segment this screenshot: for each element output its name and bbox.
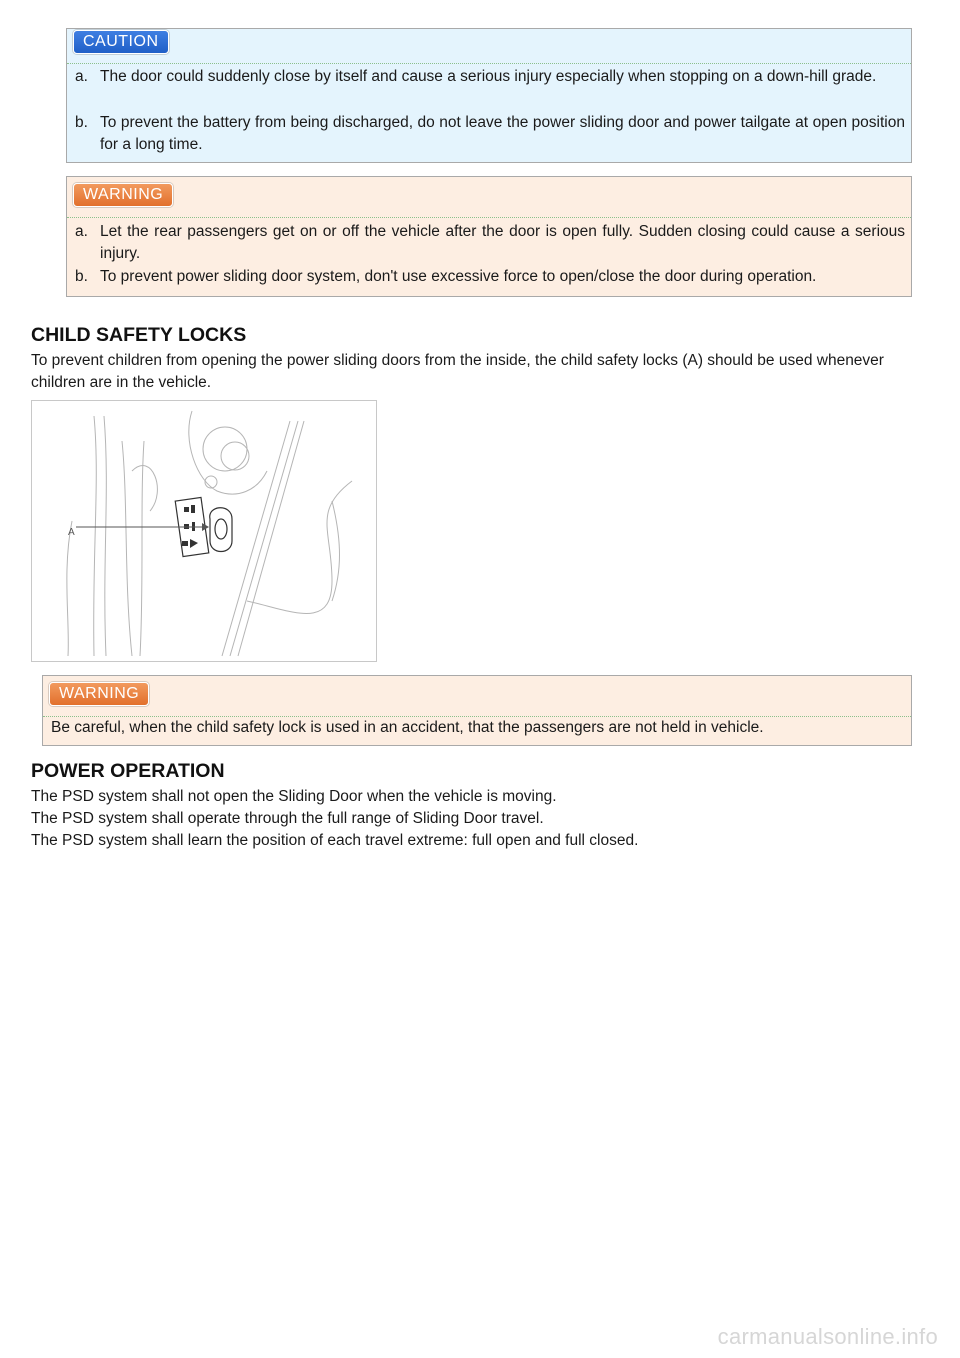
child-lock-diagram	[32, 401, 376, 661]
warning-badge: WARNING	[73, 183, 173, 207]
child-locks-paragraph: To prevent children from opening the power sliding doors from the inside, the child safety locks (A) should be used whenever children are in the vehicle.	[31, 352, 884, 391]
figure-label-a: A	[68, 527, 75, 538]
caution-item-text: To prevent the battery from being discharged, do not leave the power sliding door and power tailgate at open position for a long time.	[100, 114, 905, 153]
warning-item-b	[75, 266, 905, 288]
warning-box	[42, 675, 912, 746]
section-heading-child-safety-locks: CHILD SAFETY LOCKS	[31, 324, 247, 346]
power-operation-line: The PSD system shall operate through the full range of Sliding Door travel.	[31, 810, 544, 827]
warning-badge: WARNING	[49, 682, 149, 706]
watermark: carmanualsonline.info	[717, 1324, 938, 1349]
caution-divider	[67, 63, 911, 64]
caution-badge: CAUTION	[73, 30, 169, 54]
warning-item-a	[75, 221, 905, 265]
power-operation-line: The PSD system shall not open the Sliding Door when the vehicle is moving.	[31, 788, 557, 805]
caution-item-a	[75, 66, 905, 88]
section-heading-power-operation: POWER OPERATION	[31, 760, 225, 782]
list-marker: a.	[75, 68, 88, 85]
caution-item-text: The door could suddenly close by itself and cause a serious injury especially when stopping on a down-hill grade.	[100, 68, 877, 85]
caution-item-b	[75, 112, 905, 156]
list-marker: b.	[75, 114, 88, 131]
warning-item-text: To prevent power sliding door system, don't use excessive force to open/close the door during operation.	[100, 268, 817, 285]
list-marker: b.	[75, 268, 88, 285]
caution-box	[66, 28, 912, 163]
power-operation-line: The PSD system shall learn the position of each travel extreme: full open and full closed.	[31, 832, 639, 849]
warning-text: Be careful, when the child safety lock is used in an accident, that the passengers are not held in vehicle.	[51, 719, 764, 736]
warning-item-text: Let the rear passengers get on or off the vehicle after the door is open fully. Sudden closing could cause a serious injury.	[100, 223, 905, 262]
child-lock-figure	[31, 400, 377, 662]
warning-divider	[67, 217, 911, 218]
warning-box	[66, 176, 912, 297]
list-marker: a.	[75, 223, 88, 240]
